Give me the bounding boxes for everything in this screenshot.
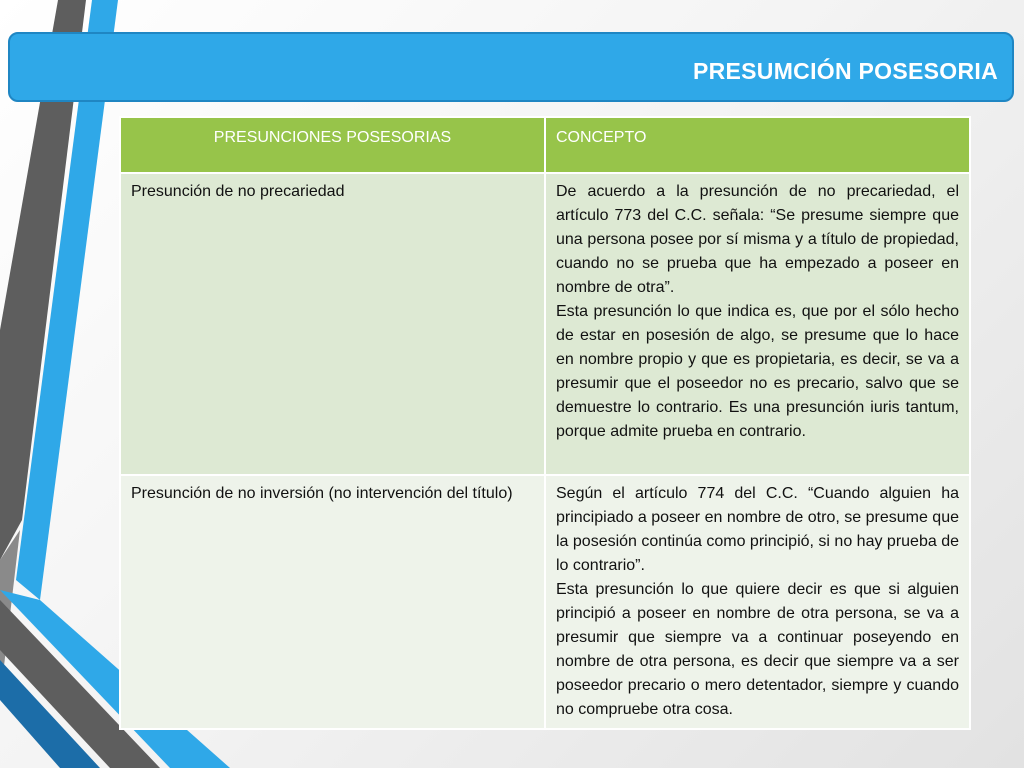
row-term: Presunción de no precariedad — [120, 173, 545, 475]
row-term: Presunción de no inversión (no intervención del título) — [120, 475, 545, 729]
table-row — [120, 173, 970, 475]
presunciones-table — [119, 116, 971, 730]
table-row — [120, 475, 970, 729]
header-concepto: CONCEPTO — [545, 117, 970, 173]
concept-paragraph: Esta presunción lo que indica es, que por el sólo hecho de estar en posesión de algo, se presume que lo hace en nombre propio y que es propietaria, es decir, se va a presumir que el poseedor no es precario, salvo que se demuestre lo contrario. Es una presunción iuris tantum, porque admite prueba en contrario. — [556, 303, 959, 440]
concept-paragraph: Según el artículo 774 del C.C. “Cuando alguien ha principiado a poseer en nombre de otro, se presume que la posesión continúa como principió, si no hay prueba de lo contrario”. — [556, 485, 959, 574]
row-concept — [545, 173, 970, 475]
header-presunciones: PRESUNCIONES POSESORIAS — [120, 117, 545, 173]
slide-title: PRESUMCIÓN POSESORIA — [692, 58, 998, 84]
row-concept — [545, 475, 970, 729]
concept-paragraph: De acuerdo a la presunción de no precariedad, el artículo 773 del C.C. señala: “Se presume siempre que una persona posee por sí misma y a título de propiedad, cuando no se prueba que ha empezado a poseer en nombre de otra”. — [556, 183, 959, 296]
title-bar — [8, 32, 1014, 102]
table-header-row — [120, 117, 970, 173]
concept-paragraph: Esta presunción lo que quiere decir es que si alguien principió a poseer en nombre de otra persona, se va a presumir que siempre va a continuar poseyendo en nombre de otra persona, es decir que siempre va a ser poseedor precario o mero detentador, siempre y cuando no compruebe otra cosa. — [556, 581, 959, 718]
